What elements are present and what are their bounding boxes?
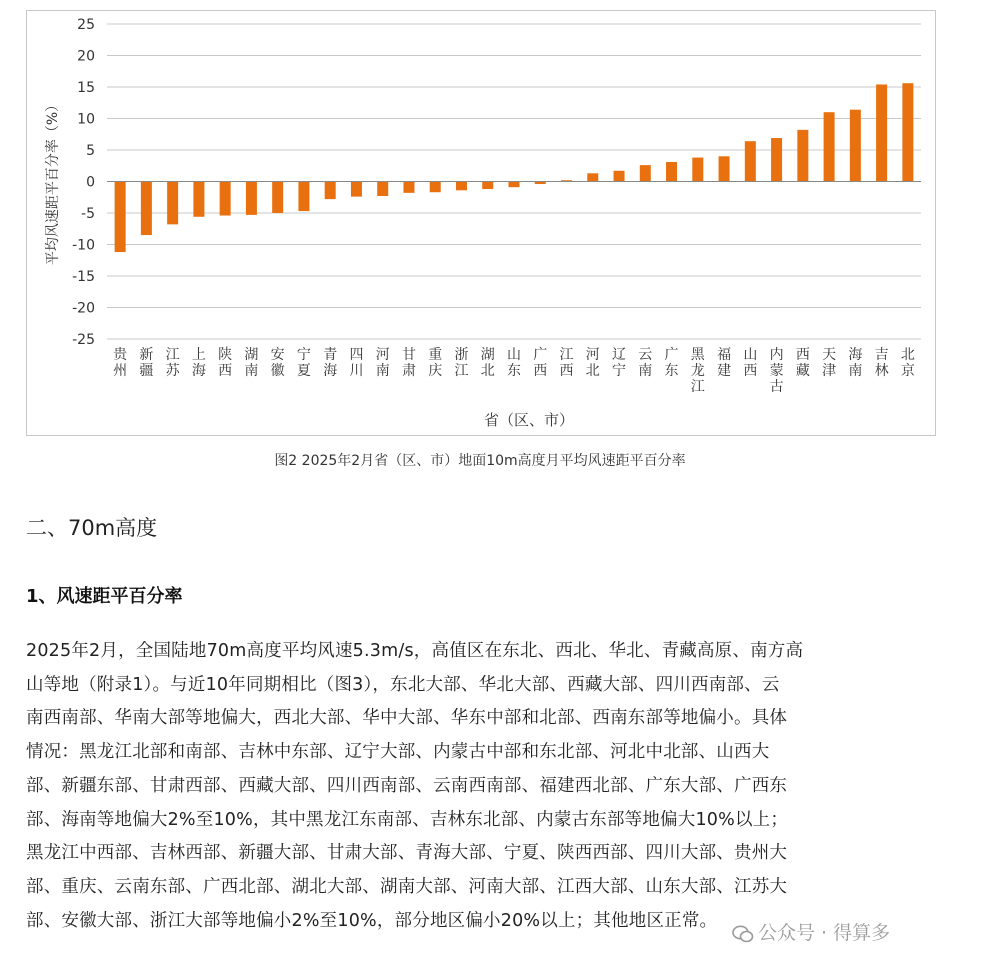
x-tick-label: 河北 — [585, 347, 600, 379]
bar — [325, 182, 336, 200]
x-tick-label: 江苏 — [165, 347, 180, 379]
bar — [797, 130, 808, 182]
y-tick-label: -10 — [72, 237, 95, 254]
paragraph-line: 部、新疆东部、甘肃西部、西藏大部、四川西南部、云南西南部、福建西北部、广东大部、广西东 — [26, 775, 788, 796]
x-tick-label: 北京 — [900, 347, 915, 379]
x-tick-label: 内蒙古 — [769, 347, 784, 395]
bar — [692, 158, 703, 182]
bar — [482, 182, 493, 190]
bar — [115, 182, 126, 253]
y-tick-label: 25 — [77, 17, 95, 33]
bar — [666, 162, 677, 182]
bar — [614, 171, 625, 182]
x-axis-title: 省（区、市） — [483, 411, 575, 429]
bar — [876, 84, 887, 181]
x-tick-label: 山西 — [743, 347, 758, 379]
x-tick-label: 新疆 — [139, 347, 154, 379]
wechat-icon — [732, 925, 754, 943]
y-tick-label: 0 — [86, 174, 95, 191]
y-axis-title: 平均风速距平百分率（%） — [45, 97, 61, 266]
x-tick-label: 海南 — [848, 347, 863, 379]
bar — [220, 182, 231, 216]
subsection-title: 1、风速距平百分率 — [26, 586, 183, 607]
y-tick-label: -5 — [81, 206, 95, 222]
section-title: 二、70m高度 — [26, 516, 158, 540]
x-tick-label: 陕西 — [218, 347, 233, 379]
x-tick-label: 吉林 — [874, 347, 889, 379]
bar — [246, 182, 257, 215]
x-tick-label: 四川 — [349, 347, 364, 379]
paragraph-line: 南西南部、华南大部等地偏大，西北大部、华中大部、华东中部和北部、西南东部等地偏小。具体 — [26, 708, 788, 729]
y-tick-label: -25 — [72, 332, 95, 348]
paragraph-line: 部、海南等地偏大2%至10%，其中黑龙江东南部、吉林东北部、内蒙古东部等地偏大10%以上； — [26, 809, 789, 830]
x-tick-label: 黑龙江 — [690, 347, 705, 395]
bar — [298, 182, 309, 212]
y-tick-label: 5 — [86, 143, 95, 159]
bar — [167, 182, 178, 225]
bar — [377, 182, 388, 196]
paragraph-line: 情况：黑龙江北部和南部、吉林中东部、辽宁大部、内蒙古中部和东北部、河北中北部、山西大 — [26, 742, 770, 763]
x-tick-label: 青海 — [323, 347, 338, 379]
bar — [272, 182, 283, 214]
x-tick-label: 湖北 — [480, 347, 495, 379]
x-tick-label: 宁夏 — [296, 347, 311, 379]
x-tick-label: 山东 — [507, 347, 521, 379]
watermark — [728, 918, 894, 945]
bar — [193, 182, 204, 217]
x-tick-label: 云南 — [638, 347, 653, 379]
paragraph-line: 2025年2月，全国陆地70m高度平均风速5.3m/s，高值区在东北、西北、华北、青藏高原、南方高 — [26, 641, 804, 661]
x-tick-label: 广东 — [664, 347, 679, 379]
x-tick-label: 安徽 — [270, 347, 285, 379]
paragraph-line: 黑龙江中西部、吉林西部、新疆大部、甘肃大部、青海大部、宁夏、陕西西部、四川大部、贵州大 — [26, 843, 788, 864]
x-tick-label: 甘肃 — [401, 347, 416, 379]
x-tick-label: 西藏 — [795, 347, 810, 379]
x-tick-label: 江西 — [559, 347, 574, 379]
y-tick-label: -15 — [72, 269, 95, 285]
bar — [771, 138, 782, 181]
bar — [456, 182, 467, 191]
x-tick-label: 湖南 — [244, 347, 259, 379]
x-tick-label: 河南 — [375, 347, 390, 379]
y-tick-label: 20 — [77, 48, 95, 65]
x-tick-label: 贵州 — [113, 347, 128, 379]
x-tick-label: 天津 — [822, 347, 837, 379]
paragraph-line: 部、重庆、云南东部、广西北部、湖北大部、湖南大部、河南大部、江西大部、山东大部、江苏大 — [26, 876, 788, 897]
bar — [719, 156, 730, 181]
body-paragraph — [26, 635, 946, 938]
y-tick-label: 15 — [77, 80, 95, 96]
bar — [745, 141, 756, 181]
paragraph-line: 部、安徽大部、浙江大部等地偏小2%至10%，部分地区偏小20%以上；其他地区正常。 — [26, 910, 718, 931]
bar — [141, 182, 152, 236]
x-tick-label: 重庆 — [428, 347, 443, 379]
x-tick-label: 上海 — [191, 347, 206, 379]
watermark-text: 公众号 · 得算多 — [758, 922, 891, 944]
bar-chart — [27, 11, 937, 437]
bar — [587, 173, 598, 181]
bar — [403, 182, 414, 193]
bar — [902, 83, 913, 181]
x-tick-label: 福建 — [717, 347, 732, 379]
figure-caption: 图2 2025年2月省（区、市）地面10m高度月平均风速距平百分率 — [274, 453, 686, 469]
paragraph-line: 山等地（附录1）。与近10年同期相比（图3），东北大部、华北大部、西藏大部、四川西南部、云 — [26, 674, 780, 695]
chart-frame — [26, 10, 936, 436]
x-tick-label: 浙江 — [454, 347, 469, 379]
y-tick-label: 10 — [77, 111, 95, 128]
x-tick-label: 广西 — [533, 347, 548, 379]
bar — [509, 182, 520, 188]
bar — [430, 182, 441, 193]
y-tick-label: -20 — [72, 300, 95, 317]
bar — [850, 110, 861, 182]
bar — [640, 165, 651, 181]
bar — [351, 182, 362, 197]
bar — [824, 112, 835, 181]
x-tick-label: 辽宁 — [612, 347, 627, 379]
